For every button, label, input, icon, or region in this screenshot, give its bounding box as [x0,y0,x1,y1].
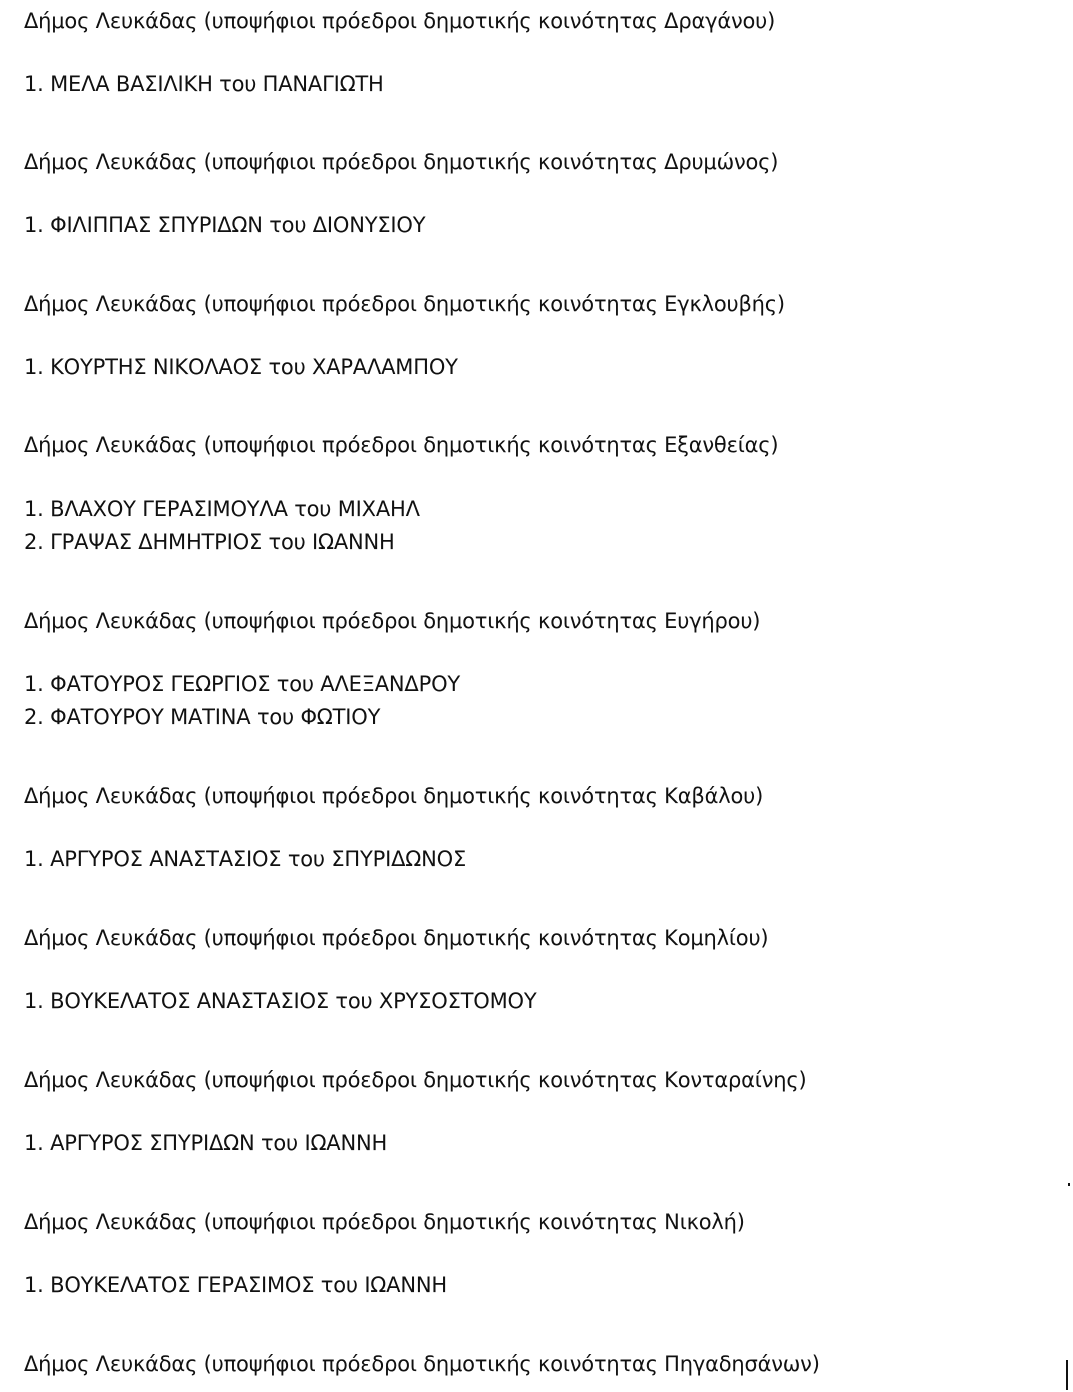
candidate-item: 1. ΒΟΥΚΕΛΑΤΟΣ ΑΝΑΣΤΑΣΙΟΣ του ΧΡΥΣΟΣΤΟΜΟΥ [24,989,537,1013]
candidate-item: 2. ΦΑΤΟΥΡΟΥ ΜΑΤΙΝΑ του ΦΩΤΙΟΥ [24,705,381,729]
section-heading-evgirou: Δήμος Λευκάδας (υποψήφιοι πρόεδροι δημοτικής κοινότητας Ευγήρου) [24,609,761,633]
candidate-item: 1. ΚΟΥΡΤΗΣ ΝΙΚΟΛΑΟΣ του ΧΑΡΑΛΑΜΠΟΥ [24,355,458,379]
section-heading-kontarainis: Δήμος Λευκάδας (υποψήφιοι πρόεδροι δημοτικής κοινότητας Κονταραίνης) [24,1068,807,1092]
candidate-item: 1. ΜΕΛΑ ΒΑΣΙΛΙΚΗ του ΠΑΝΑΓΙΩΤΗ [24,72,384,96]
section-heading-egklouvis: Δήμος Λευκάδας (υποψήφιοι πρόεδροι δημοτικής κοινότητας Εγκλουβής) [24,292,785,316]
section-heading-komiliou: Δήμος Λευκάδας (υποψήφιοι πρόεδροι δημοτικής κοινότητας Κομηλίου) [24,926,769,950]
section-heading-pigadisanon: Δήμος Λευκάδας (υποψήφιοι πρόεδροι δημοτικής κοινότητας Πηγαδησάνων) [24,1352,820,1376]
section-heading-drymonos: Δήμος Λευκάδας (υποψήφιοι πρόεδροι δημοτικής κοινότητας Δρυμώνος) [24,150,779,174]
candidate-item: 1. ΒΛΑΧΟΥ ΓΕΡΑΣΙΜΟΥΛΑ του ΜΙΧΑΗΛ [24,497,420,521]
candidate-item: 1. ΦΑΤΟΥΡΟΣ ΓΕΩΡΓΙΟΣ του ΑΛΕΞΑΝΔΡΟΥ [24,672,461,696]
section-heading-draganou: Δήμος Λευκάδας (υποψήφιοι πρόεδροι δημοτικής κοινότητας Δραγάνου) [24,9,776,33]
section-heading-kavalou: Δήμος Λευκάδας (υποψήφιοι πρόεδροι δημοτικής κοινότητας Καβάλου) [24,784,764,808]
candidate-item: 1. ΦΙΛΙΠΠΑΣ ΣΠΥΡΙΔΩΝ του ΔΙΟΝΥΣΙΟΥ [24,213,426,237]
candidate-item: 1. ΑΡΓΥΡΟΣ ΑΝΑΣΤΑΣΙΟΣ του ΣΠΥΡΙΔΩΝΟΣ [24,847,467,871]
section-heading-nikoli: Δήμος Λευκάδας (υποψήφιοι πρόεδροι δημοτικής κοινότητας Νικολή) [24,1210,745,1234]
section-heading-exantheias: Δήμος Λευκάδας (υποψήφιοι πρόεδροι δημοτικής κοινότητας Εξανθείας) [24,433,779,457]
scan-edge-mark [1066,1360,1068,1390]
candidate-item: 2. ΓΡΑΨΑΣ ΔΗΜΗΤΡΙΟΣ του ΙΩΑΝΝΗ [24,530,395,554]
candidate-item: 1. ΑΡΓΥΡΟΣ ΣΠΥΡΙΔΩΝ του ΙΩΑΝΝΗ [24,1131,388,1155]
scan-speck [1068,1183,1070,1186]
candidate-item: 1. ΒΟΥΚΕΛΑΤΟΣ ΓΕΡΑΣΙΜΟΣ του ΙΩΑΝΝΗ [24,1273,447,1297]
